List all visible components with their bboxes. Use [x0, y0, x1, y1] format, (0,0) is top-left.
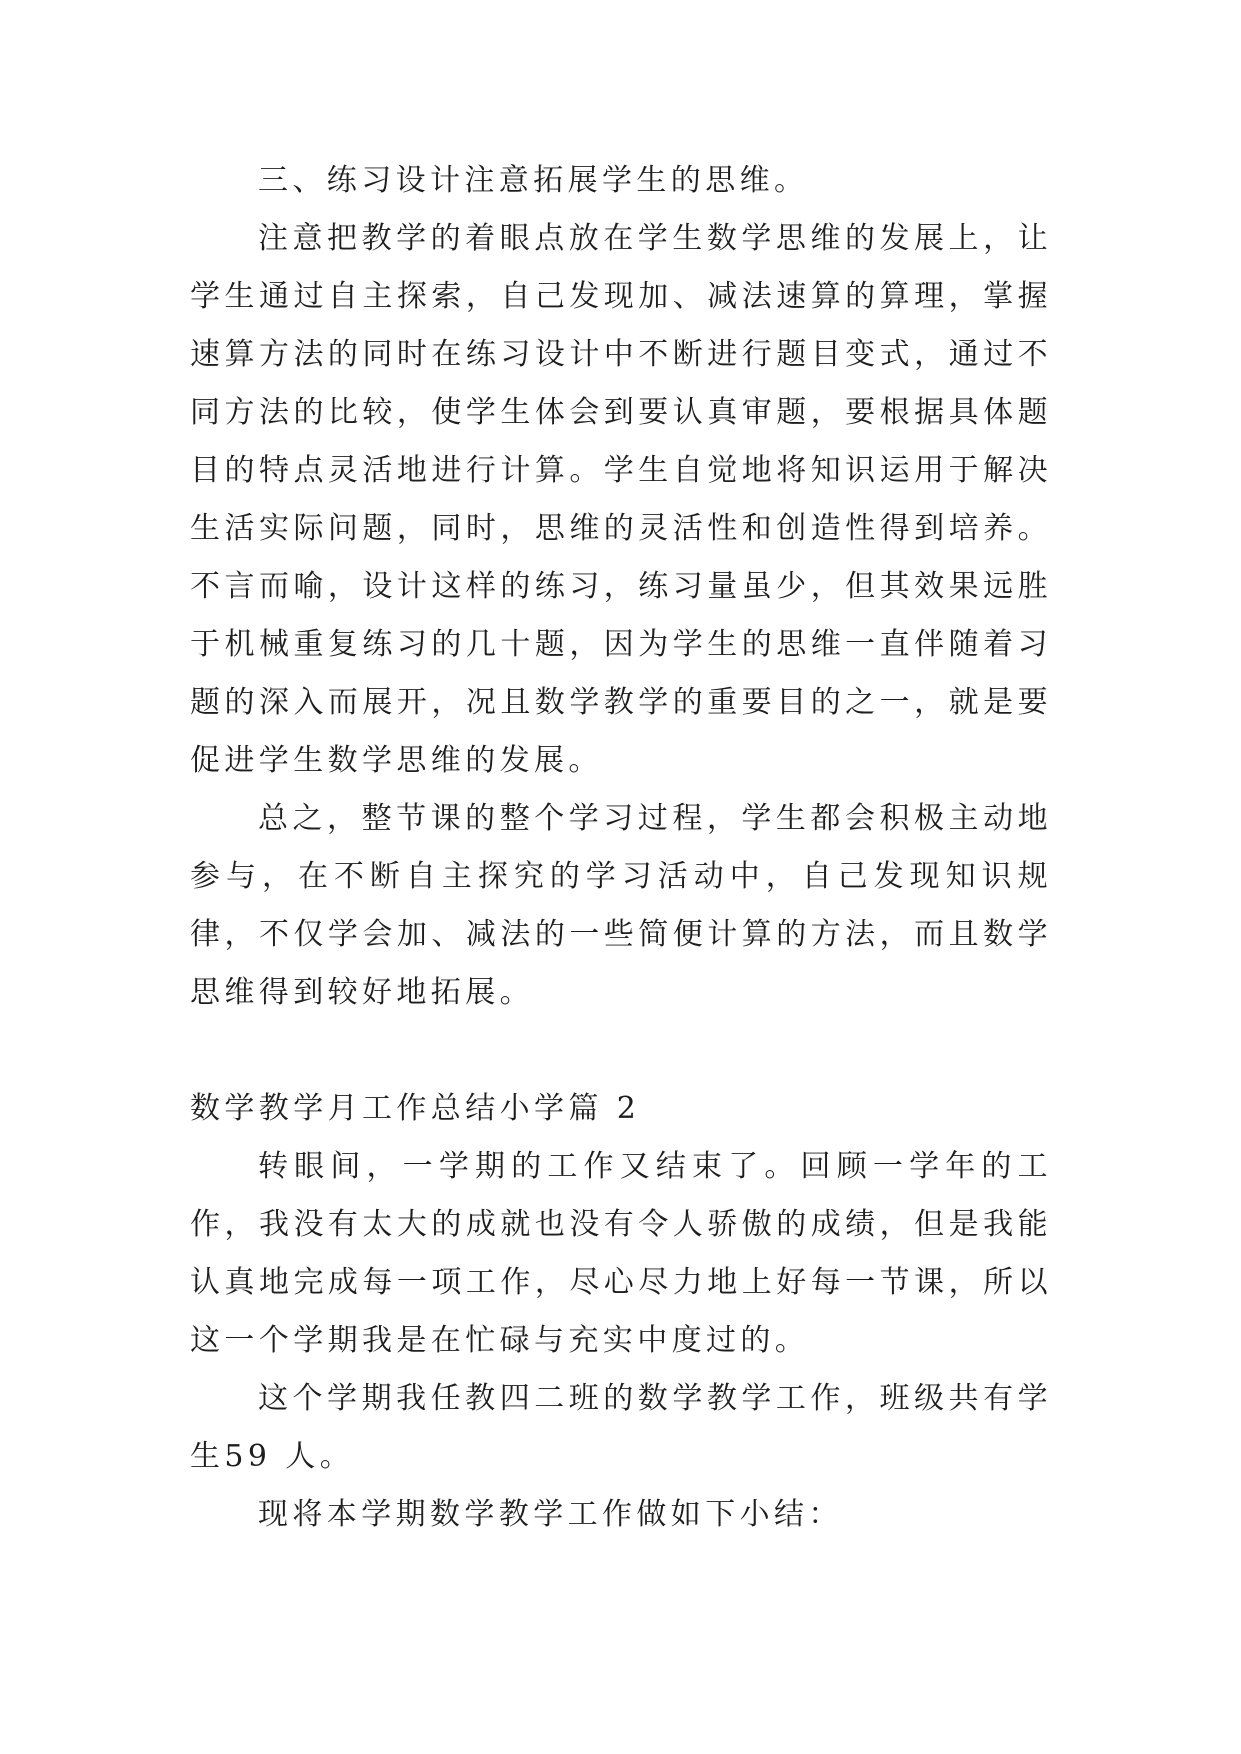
paragraph-semester-review: 转眼间，一学期的工作又结束了。回顾一学年的工作，我没有太大的成就也没有令人骄傲的成绩，但是我能认真地完成每一项工作，尽心尽力地上好每一节课，所以这一个学期我是在忙碌与充实中度过的。 — [190, 1149, 1052, 1358]
paragraph-summary: 总之，整节课的整个学习过程，学生都会积极主动地参与，在不断自主探究的学习活动中，自己发现知识规律，不仅学会加、减法的一些简便计算的方法，而且数学思维得到较好地拓展。 — [190, 801, 1052, 1010]
section-heading: 数学教学月工作总结小学篇 2 — [190, 1091, 641, 1126]
paragraph-thinking-development: 注意把教学的着眼点放在学生数学思维的发展上，让学生通过自主探索，自己发现加、减法速算的算理，掌握速算方法的同时在练习设计中不断进行题目变式，通过不同方法的比较，使学生体会到要认真审题，要根据具体题目的特点灵活地进行计算。学生自觉地将知识运用于解决生活实际问题，同时，思维的灵活性和创造性得到培养。不言而喻，设计这样的练习，练习量虽少，但其效果远胜于机械重复练习的几十题，因为学生的思维一直伴随着习题的深入而展开，况且数学教学的重要目的之一，就是要促进学生数学思维的发展。 — [190, 221, 1052, 778]
paragraph-point-three: 三、练习设计注意拓展学生的思维。 — [258, 163, 809, 198]
paragraph-class-info: 这个学期我任教四二班的数学教学工作，班级共有学生59 人。 — [190, 1381, 1052, 1474]
document-body — [190, 152, 1052, 1544]
paragraph-summary-intro: 现将本学期数学教学工作做如下小结： — [258, 1497, 843, 1532]
